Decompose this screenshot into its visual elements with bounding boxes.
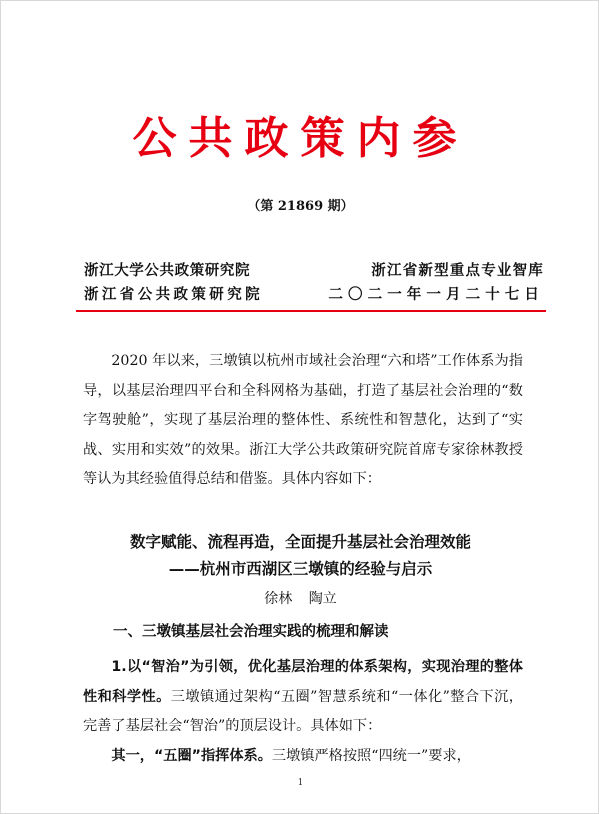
header-divider <box>76 310 546 312</box>
paragraph-lead: 1.以“智治”为引领，优化基层治理的体系架构，实现治理的整体性和科学性。 <box>83 659 523 705</box>
paragraph-lead: 其一，“五圈”指挥体系。 <box>111 748 272 764</box>
intro-paragraph: 2020 年以来，三墩镇以杭州市域社会治理“六和塔”工作体系为指导，以基层治理四平台和全科网格为基础，打造了基层社会治理的“数字驾驶舱”，实现了基层治理的整体性、系统性和智慧化，达到了“实战、实用和实效”的效果。浙江大学公共政策研究院首席专家徐林教授等认为其经验值得总结和借鉴。具体内容如下： <box>83 353 523 487</box>
page-number: 1 <box>297 778 304 788</box>
issue-number: （第 21869 期） <box>247 199 354 214</box>
issuer-row-2 <box>84 283 544 305</box>
paragraph-text: 三墩镇严格按照“四统一”要求， <box>271 748 471 764</box>
body-paragraph <box>83 653 523 742</box>
issuer-org-2: 浙江省公共政策研究院 <box>84 287 263 303</box>
body-paragraph <box>83 742 523 772</box>
masthead-title: 公共政策内参 <box>132 113 469 164</box>
issuer-org-1: 浙江大学公共政策研究院 <box>84 263 251 279</box>
paragraph-text: 三墩镇通过架构“五圈”智慧系统和“一体化”整合下沉，完善了基层社会“智治”的顶层设计。具体如下： <box>83 688 523 734</box>
article-authors <box>1 589 599 609</box>
think-tank-label: 浙江省新型重点专业智库 <box>371 263 544 279</box>
issue-date: 二〇二一年一月二十七日 <box>328 287 544 303</box>
author-name: 徐林 <box>264 591 293 607</box>
issuer-row-1 <box>84 259 544 281</box>
section-heading: 一、三墩镇基层社会治理实践的梳理和解读 <box>113 624 389 640</box>
article-subtitle: ——杭州市西湖区三墩镇的经验与启示 <box>168 560 433 578</box>
article-title: 数字赋能、流程再造，全面提升基层社会治理效能 <box>129 533 471 551</box>
author-name: 陶立 <box>308 591 337 607</box>
